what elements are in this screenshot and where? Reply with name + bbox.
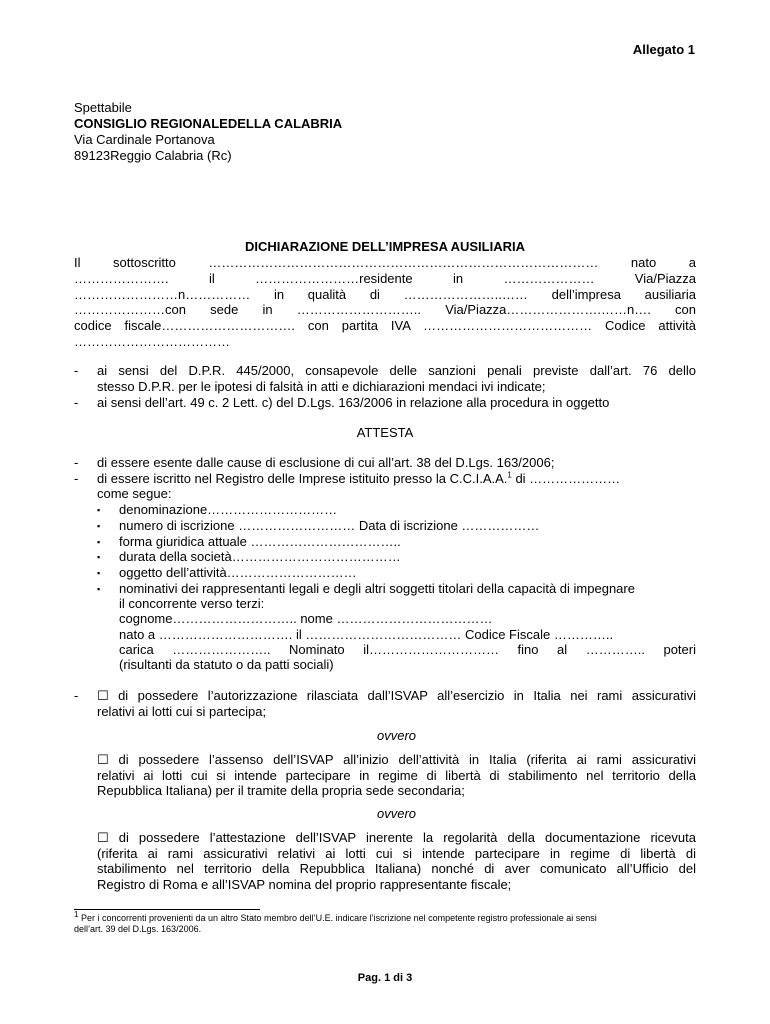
premise-text: stesso D.P.R. per le ipotesi di falsità in atti e dichiarazioni mendaci ivi indicate; — [97, 379, 546, 394]
declaration-exclusion: di essere esente dalle cause di esclusione di cui all’art. 38 del D.Lgs. 163/2006; — [97, 455, 555, 470]
footnote-text: Per i concorrenti provenienti da un altro Stato membro dell’U.E. indicare l’iscrizione nel competente registro professionale ai sensi — [78, 913, 597, 923]
registry-text: di essere iscritto nel Registro delle Imprese istituito presso la C.C.I.A.A. — [97, 471, 508, 486]
recipient-salutation: Spettabile — [74, 100, 132, 115]
intro-line: …………………. il ……………………residente in ………………… Via/Piazza — [74, 271, 696, 286]
reps-line: il concorrente verso terzi: — [119, 596, 265, 611]
attesta-heading: ATTESTA — [356, 425, 414, 440]
reps-line: nato a …………………………. il ……………………………… Codice Fiscale ………….. — [119, 627, 614, 642]
dash-marker: - — [74, 471, 79, 486]
recipient-street: Via Cardinale Portanova — [74, 132, 215, 147]
dash-marker: - — [74, 455, 79, 470]
isvap-option-assent-cont: relativi ai lotti cui si intende partecipare in regime di libertà di stabilimento nel territorio della — [97, 768, 696, 783]
isvap-option-authorization-cont: relativi ai lotti cui si partecipa; — [97, 704, 267, 719]
footnote-ref: 1 — [507, 470, 512, 480]
ovvero-separator: ovvero — [376, 806, 417, 821]
bullet-icon: ▪ — [97, 552, 101, 562]
bullet-item: denominazione………………………… — [119, 502, 338, 517]
bullet-item: forma giuridica attuale …………………………….. — [119, 534, 401, 549]
intro-line: Il sottoscritto ……………………………………………………………………………… nato a — [74, 255, 696, 270]
isvap-option-assent-cont: Repubblica Italiana) per il tramite della propria sede secondaria; — [97, 783, 465, 798]
dash-marker: - — [74, 688, 79, 703]
bullet-icon: ▪ — [97, 537, 101, 547]
bullet-item: oggetto dell’attività………………………… — [119, 565, 357, 580]
declaration-registry — [97, 471, 620, 487]
isvap-option-attestation-cont: (riferita ai rami assicurativi relativi ai lotti cui si intende partecipare in regime di libertà di — [97, 846, 696, 861]
reps-line: (risultanti da statuto o da patti sociali) — [119, 657, 334, 672]
intro-line: codice fiscale…………………………. con partita IVA ………………………………… Codice attività — [74, 318, 696, 333]
bullet-icon: ▪ — [97, 505, 101, 515]
bullet-item: nominativi dei rappresentanti legali e degli altri soggetti titolari della capacità di impegnare — [119, 581, 635, 596]
premise-text: ai sensi dell’art. 49 c. 2 Lett. c) del D.Lgs. 163/2006 in relazione alla procedura in oggetto — [97, 395, 610, 410]
intro-line: ……………………………… — [74, 334, 230, 349]
dash-marker: - — [74, 395, 79, 410]
footnote — [74, 910, 597, 924]
page-number: Pag. 1 di 3 — [357, 972, 413, 984]
registry-place: di ………………… — [511, 471, 621, 486]
isvap-option-assent: ☐ di possedere l’assenso dell’ISVAP all’inizio dell’attività in Italia (riferita ai rami assicurativi — [97, 752, 696, 767]
footnote-mark: 1 — [74, 910, 79, 919]
recipient-city: 89123Reggio Calabria (Rc) — [74, 148, 232, 163]
bullet-icon: ▪ — [97, 521, 101, 531]
premise-text: ai sensi del D.P.R. 445/2000, consapevole delle sanzioni penali previste dall’art. 76 dello — [97, 363, 696, 378]
recipient-name: CONSIGLIO REGIONALEDELLA CALABRIA — [74, 116, 343, 131]
dash-marker: - — [74, 363, 79, 378]
isvap-option-attestation: ☐ di possedere l’attestazione dell’ISVAP inerente la regolarità della documentazione ricevuta — [97, 830, 696, 845]
registry-intro: come segue: — [97, 486, 172, 501]
isvap-option-attestation-cont: stabilimento nel territorio della Repubblica Italiana) nonché di aver comunicato all’Ufficio del — [97, 861, 696, 876]
isvap-option-authorization: ☐ di possedere l’autorizzazione rilasciata dall’ISVAP all’esercizio in Italia nei rami assicurativi — [97, 688, 696, 703]
bullet-item: numero di iscrizione ……………………… Data di iscrizione ……………… — [119, 518, 540, 533]
isvap-option-attestation-cont: Registro di Roma e all’ISVAP nomina del proprio rappresentante fiscale; — [97, 877, 512, 892]
intro-line: …………………con sede in ……………………….. Via/Piazza………………….……n…. con — [74, 302, 696, 317]
bullet-icon: ▪ — [97, 568, 101, 578]
document-title: DICHIARAZIONE DELL’IMPRESA AUSILIARIA — [245, 239, 525, 254]
ovvero-separator: ovvero — [376, 728, 417, 743]
footnote-divider — [74, 909, 260, 910]
footnote-text-cont: dell’art. 39 del D.Lgs. 163/2006. — [74, 924, 202, 934]
reps-line: carica ………………….. Nominato il………………………… fino al ………….. poteri — [119, 642, 696, 657]
reps-line: cognome……………………….. nome ……………………………… — [119, 611, 493, 626]
intro-line: ……………………n…………… in qualità di …………………..…… dell’impresa ausiliaria — [74, 287, 696, 302]
bullet-item: durata della società………………………………… — [119, 549, 401, 564]
bullet-icon: ▪ — [97, 584, 101, 594]
allegato-label: Allegato 1 — [632, 42, 695, 57]
